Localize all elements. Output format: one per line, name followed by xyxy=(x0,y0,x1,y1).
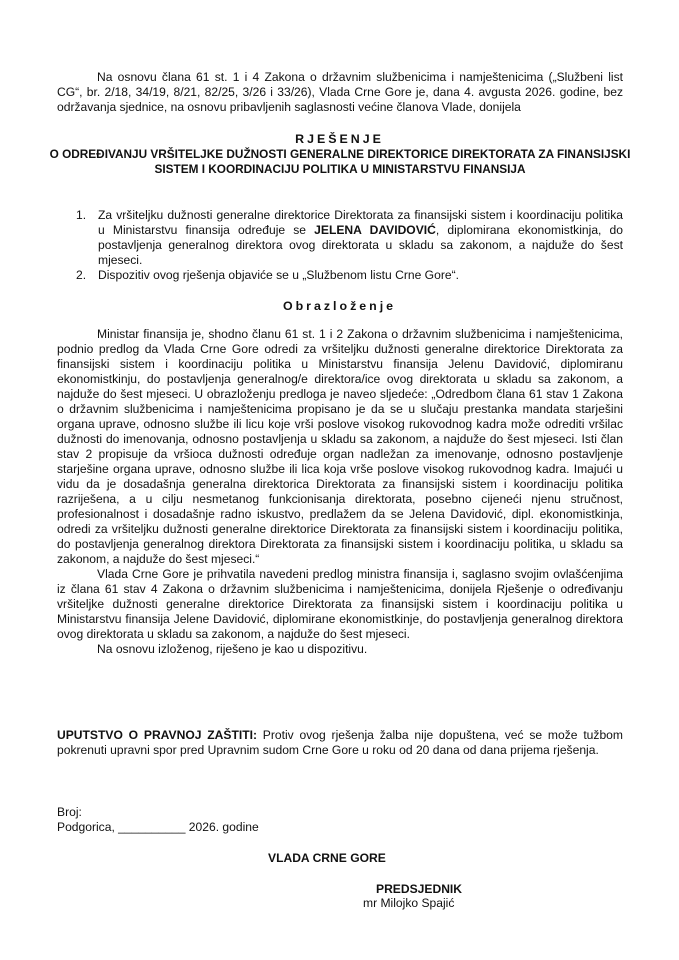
item-number: 1. xyxy=(76,208,87,222)
president-title: PREDSJEDNIK xyxy=(376,882,463,896)
legal-remedy-label: UPUTSTVO O PRAVNOJ ZAŠTITI: xyxy=(57,728,257,742)
dispositive-list xyxy=(57,208,623,283)
reasoning-paragraph: Na osnovu izloženog, riješeno je kao u dispozitivu. xyxy=(97,642,368,656)
item-text: Dispozitiv ovog rješenja objaviće se u „Službenom listu Crne Gore“. xyxy=(98,268,459,282)
place-date: Podgorica, __________ 2026. godine xyxy=(57,820,259,834)
item-number: 2. xyxy=(76,268,87,282)
reasoning-section xyxy=(57,327,623,657)
list-item xyxy=(57,268,623,283)
legal-remedy-text: Protiv ovog rješenja žalba nije dopuštena, već se može tužbom pokrenuti upravni spor pred Upravnim sudom Crne Gore u roku od 20 dana od dana prijema rješenja. xyxy=(57,728,623,757)
president-name: mr Milojko Spajić xyxy=(363,896,455,910)
appointee-name: JELENA DAVIDOVIĆ xyxy=(314,223,436,237)
reasoning-heading: Obrazloženje xyxy=(282,299,397,313)
item-text-after: , diplomirana ekonomistkinja, do postavljenja generalnog direktora ovog direktorata u skladu sa zakonom, a najduže do šest mjeseci. xyxy=(98,223,624,267)
government-name: VLADA CRNE GORE xyxy=(268,851,386,865)
document-subtitle: O ODREĐIVANJU VRŠITELJKE DUŽNOSTI GENERALNE DIREKTORICE DIREKTORATA ZA FINANSIJSKI SISTEM I KOORDINACIJU POLITIKA U MINISTARSTVU FINANSIJA xyxy=(49,147,631,176)
reference-number-label: Broj: xyxy=(57,805,82,819)
reasoning-paragraph: Ministar finansija je, shodno članu 61 st. 1 i 2 Zakona o državnim službenicima i namještenicima, podnio predlog da Vlada Crne Gore odredi za vršiteljku dužnosti generalne direktorice Direktorata za finansijski sistem i koordinaciju politika u Ministarstvu finansija Jelenu Davidović, diplomiranu ekonomistkinju, do postavljenja generalnog/e direktora/ice ovog direktorata u skladu sa zakonom, a najduže do šest mjeseci. U obrazloženju predloga je naveo sljedeće: „Odredbom člana 61 stav 1 Zakona o državnim službenicima i namještenicima propisano je da se u slučaju prestanka mandata starješini organa uprave, odnosno službe ili licu koje vrši poslove visokog rukovodnog kadra može odrediti vršilac dužnosti do imenovanja, odnosno postavljenja u skladu sa zakonom, a najduže do šest mjeseci. Isti član stav 2 propisuje da vršioca dužnosti određuje organ nadležan za imenovanje, odnosno postavljenje starješine organa uprave, odnosno službe ili lica koja vrše poslove visokog rukovodnog kadra. Imajući u vidu da je dosadašnja generalna direktorica Direktorata za finansijski sistem i koordinaciju politika razriješena, a u cilju nesmetanog funkcionisanja direktorata, posebno cijeneći njenu stručnost, profesionalnost i dosadašnje radno iskustvo, predlažem da se Jelena Davidović, dipl. ekonomistkinja, odredi za vršiteljku dužnosti generalne direktorice Direktorata za finansijski sistem i koordinaciju politika, do postavljenja generalnog direktora Direktorata za finansijski sistem i koordinaciju politika, u skladu sa zakonom, a najduže do šest mjeseci.“ xyxy=(57,327,623,566)
item-text-before: Za vršiteljku dužnosti generalne direktorice Direktorata za finansijski sistem i koordinaciju politika u Ministarstvu finansija određuje se xyxy=(98,208,623,237)
legal-remedy-paragraph xyxy=(57,728,623,758)
intro-paragraph: Na osnovu člana 61 st. 1 i 4 Zakona o državnim službenicima i namještenicima („Službeni list CG“, br. 2/18, 34/19, 8/21, 82/25, 3/26 i 33/26), Vlada Crne Gore je, dana 4. avgusta 2026. godine, bez održavanja sjednice, na osnovu pribavljenih saglasnosti većine članova Vlade, donijela xyxy=(57,70,623,114)
document-title: RJEŠENJE xyxy=(295,132,384,146)
reference-block xyxy=(57,805,259,835)
reasoning-paragraph: Vlada Crne Gore je prihvatila navedeni predlog ministra finansija i, saglasno svojim ovlašćenjima iz člana 61 stav 4 Zakona o državnim službenicima i namještenicima, donijela Rješenje o određivanju vršiteljke dužnosti generalne direktorice Direktorata za finansijski sistem i koordinaciju politika u Ministarstvu finansija Jelene Davidović, diplomirane ekonomistkinje, do postavljenja generalnog direktora ovog direktorata u skladu sa zakonom, a najduže do šest mjeseci. xyxy=(57,567,623,641)
list-item xyxy=(57,208,623,268)
